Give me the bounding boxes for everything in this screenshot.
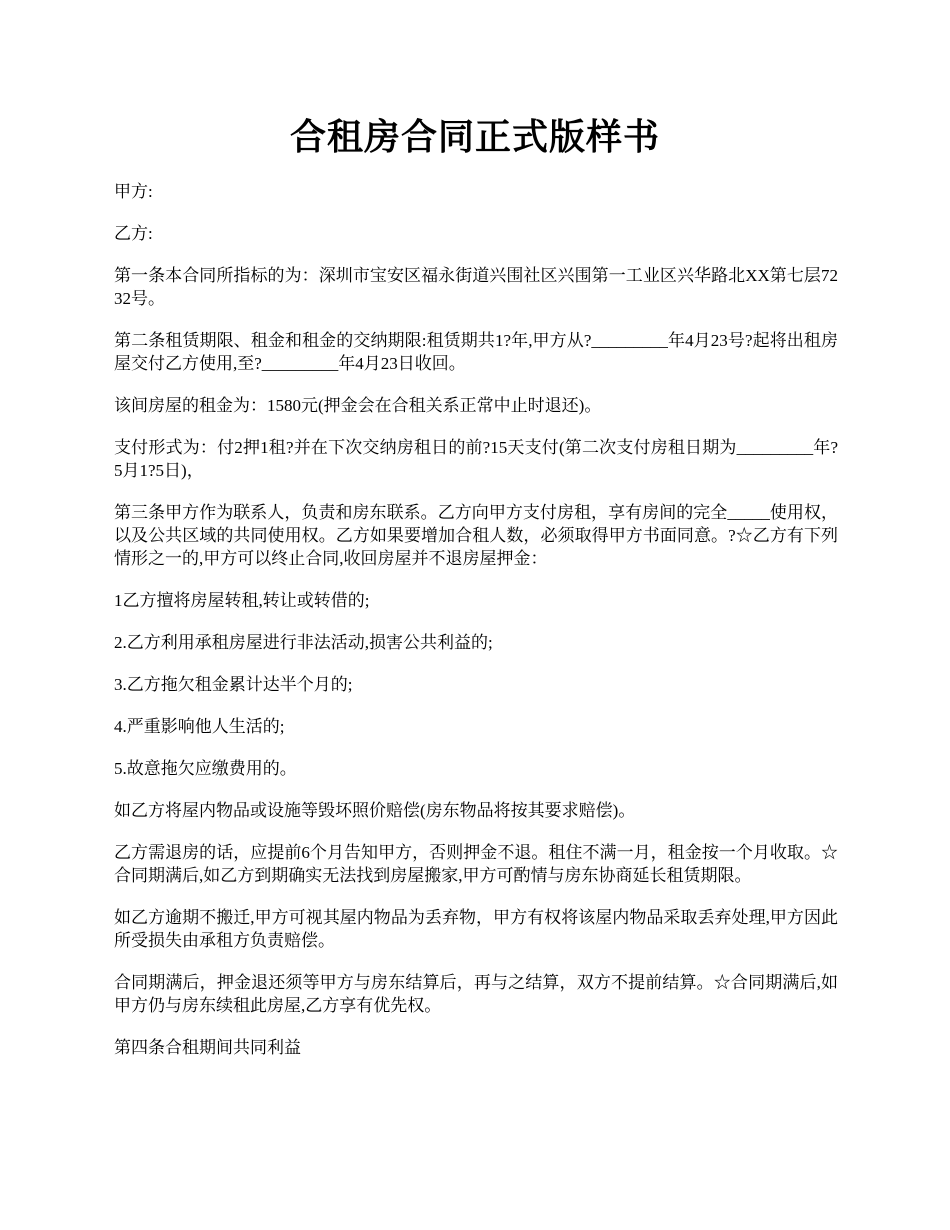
damage-compensation-paragraph: 如乙方将屋内物品或设施等毁坏照价赔偿(房东物品将按其要求赔偿)。 [114, 801, 636, 820]
termination-item-5: 5.故意拖欠应缴费用的。 [114, 759, 297, 778]
article-4-heading: 第四条合租期间共同利益 [114, 1038, 301, 1057]
document-body [114, 180, 838, 1078]
document-title: 合租房合同正式版样书 [289, 117, 660, 157]
termination-item-4: 4.严重影响他人生活的; [114, 717, 285, 736]
termination-item-3: 3.乙方拖欠租金累计达半个月的; [114, 675, 353, 694]
article-1-paragraph: 第一条本合同所指标的为：深圳市宝安区福永街道兴围社区兴围第一工业区兴华路北XX第七层7232号。 [114, 266, 838, 308]
party-b-line: 乙方: [114, 224, 153, 243]
termination-item-2: 2.乙方利用承租房屋进行非法活动,损害公共利益的; [114, 633, 493, 652]
termination-item-1: 1乙方擅将房屋转租,转让或转借的; [114, 591, 370, 610]
payment-method-paragraph: 支付形式为：付2押1租?并在下次交纳房租日的前?15天支付(第二次支付房租日期为_________年?5月1?5日)， [114, 438, 838, 480]
article-2-paragraph: 第二条租赁期限、租金和租金的交纳期限:租赁期共1?年,甲方从?_________年4月23号?起将出租房屋交付乙方使用,至?_________年4月23日收回。 [114, 331, 838, 373]
article-3-paragraph: 第三条甲方作为联系人，负责和房东联系。乙方向甲方支付房租，享有房间的完全_____使用权，以及公共区域的共同使用权。乙方如果要增加合租人数，必须取得甲方书面同意。?☆乙方有下列情形之一的,甲方可以终止合同,收回房屋并不退房屋押金： [114, 503, 838, 568]
overdue-move-out-paragraph: 如乙方逾期不搬迁,甲方可视其屋内物品为丢弃物，甲方有权将该屋内物品采取丢弃处理,甲方因此所受损失由承租方负责赔偿。 [114, 908, 838, 950]
party-a-line: 甲方: [114, 182, 153, 201]
move-out-notice-paragraph: 乙方需退房的话，应提前6个月告知甲方，否则押金不退。租住不满一月，租金按一个月收取。☆合同期满后,如乙方到期确实无法找到房屋搬家,甲方可酌情与房东协商延长租赁期限。 [114, 843, 838, 885]
rent-amount-paragraph: 该间房屋的租金为：1580元(押金会在合租关系正常中止时退还)。 [114, 396, 602, 415]
deposit-settlement-paragraph: 合同期满后，押金退还须等甲方与房东结算后，再与之结算，双方不提前结算。☆合同期满后,如甲方仍与房东续租此房屋,乙方享有优先权。 [114, 973, 838, 1015]
